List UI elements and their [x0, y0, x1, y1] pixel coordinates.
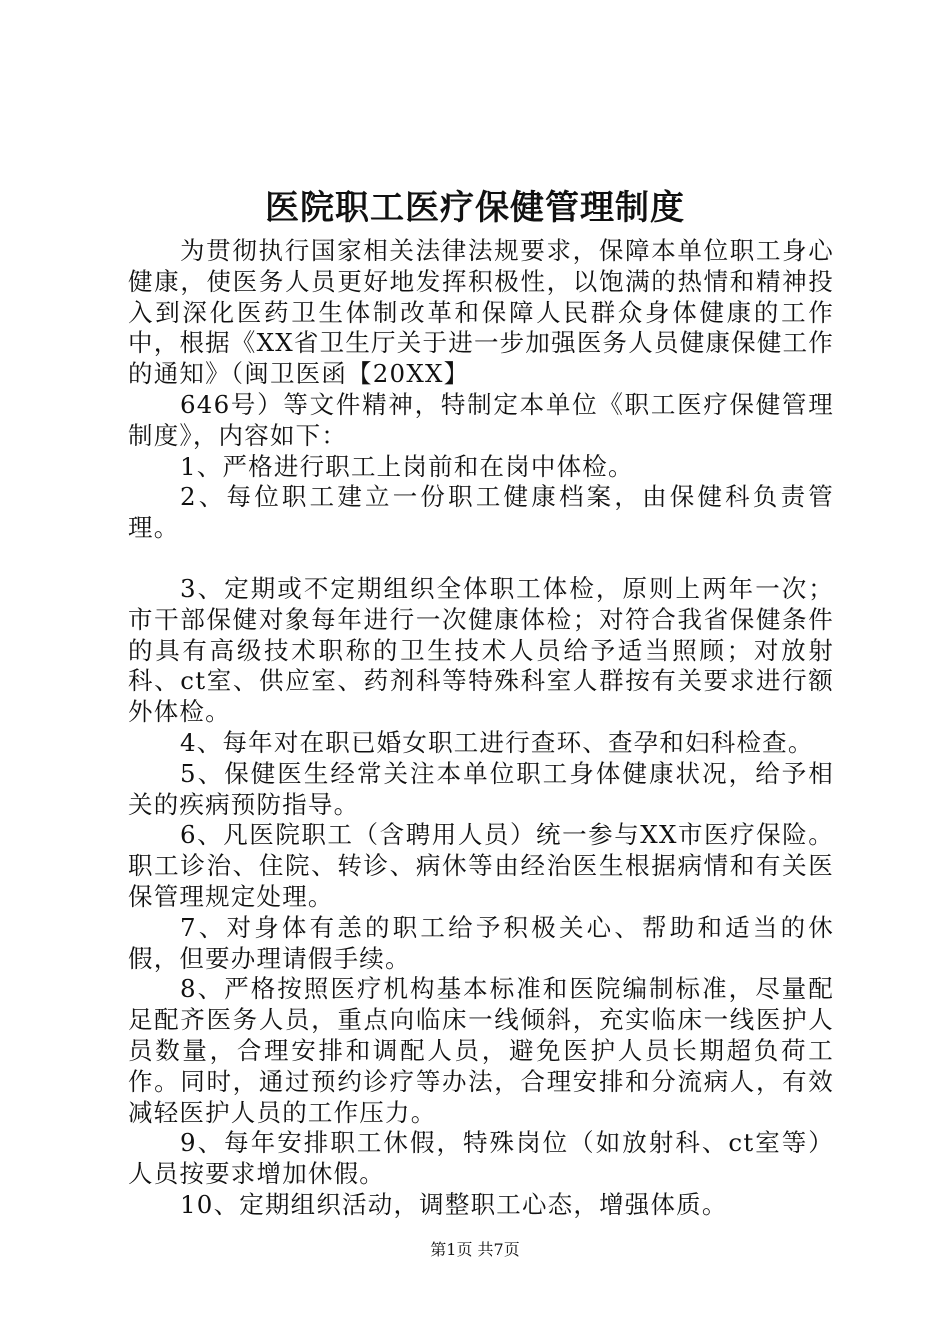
- intro-paragraph-continued: 646号）等文件精神，特制定本单位《职工医疗保健管理制度》，内容如下：: [128, 389, 834, 450]
- page-number-footer: 第1页 共7页: [430, 1240, 520, 1259]
- document-body: [128, 236, 834, 1221]
- rule-item-10: 10、定期组织活动，调整职工心态，增强体质。: [180, 1189, 728, 1219]
- rule-item-1: 1、严格进行职工上岗前和在岗中体检。: [180, 451, 634, 481]
- intro-paragraph: 为贯彻执行国家相关法律法规要求，保障本单位职工身心健康，使医务人员更好地发挥积极性，以饱满的热情和精神投入到深化医药卫生体制改革和保障人民群众身体健康的工作中，根据《XX省卫生厅关于进一步加强医务人员健康保健工作的通知》（闽卫医函【20XX】: [128, 236, 834, 389]
- document-title: 医院职工医疗保健管理制度: [265, 188, 685, 228]
- rule-item-9: 9、每年安排职工休假，特殊岗位（如放射科、ct室等）人员按要求增加休假。: [128, 1128, 834, 1189]
- rule-item-5: 5、保健医生经常关注本单位职工身体健康状况，给予相关的疾病预防指导。: [128, 758, 834, 819]
- paragraph-gap: [128, 544, 834, 574]
- rule-item-3: 3、定期或不定期组织全体职工体检，原则上两年一次；市干部保健对象每年进行一次健康体检；对符合我省保健条件的具有高级技术职称的卫生技术人员给予适当照顾；对放射科、ct室、供应室、药剂科等特殊科室人群按有关要求进行额外体检。: [128, 573, 834, 727]
- rule-item-4: 4、每年对在职已婚女职工进行查环、查孕和妇科检查。: [180, 727, 814, 757]
- rule-item-8: 8、严格按照医疗机构基本标准和医院编制标准，尽量配足配齐医务人员，重点向临床一线倾斜，充实临床一线医护人员数量，合理安排和调配人员，避免医护人员长期超负荷工作。同时，通过预约诊疗等办法，合理安排和分流病人，有效减轻医护人员的工作压力。: [128, 974, 834, 1127]
- rule-item-6: 6、凡医院职工（含聘用人员）统一参与XX市医疗保险。职工诊治、住院、转诊、病休等由经治医生根据病情和有关医保管理规定处理。: [128, 820, 834, 911]
- rule-item-7: 7、对身体有恙的职工给予积极关心、帮助和适当的休假，但要办理请假手续。: [128, 912, 834, 973]
- rule-item-2: 2、每位职工建立一份职工健康档案，由保健科负责管理。: [128, 482, 834, 543]
